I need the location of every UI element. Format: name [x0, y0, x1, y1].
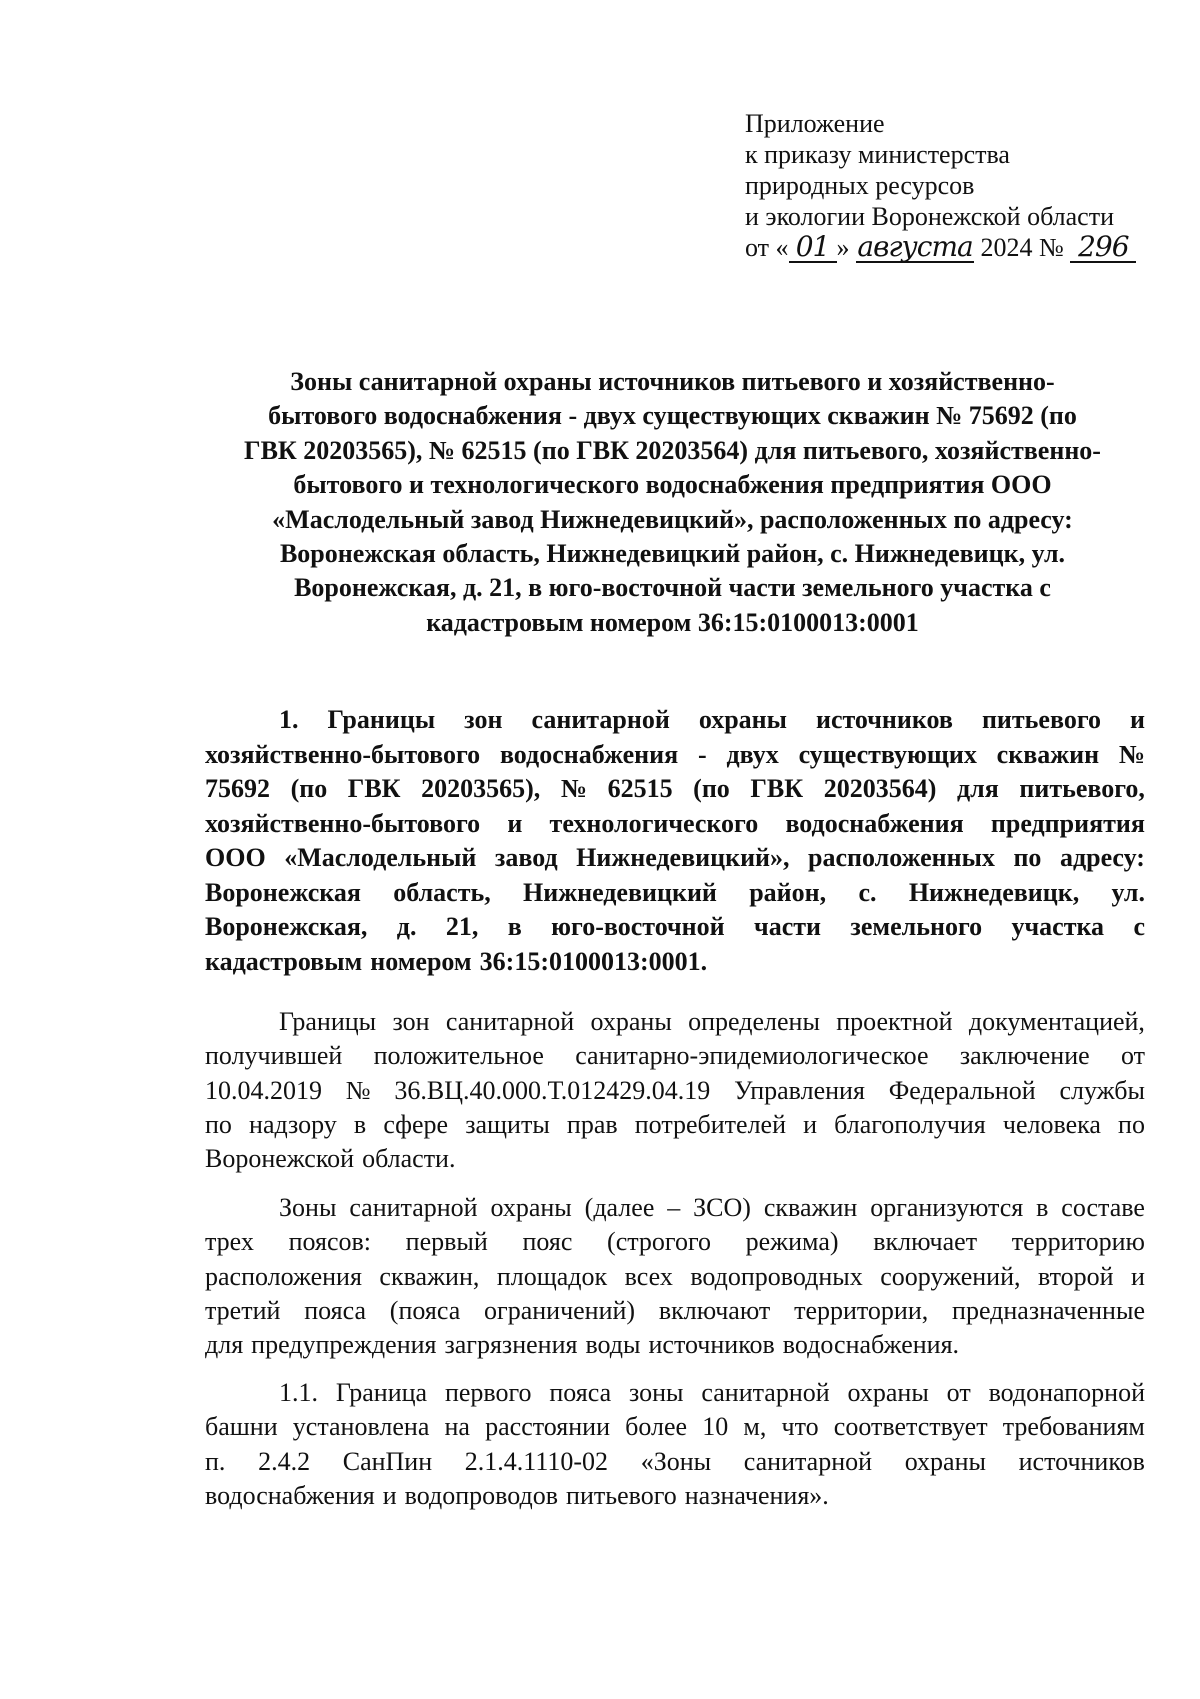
word: на: [444, 1412, 470, 1442]
word: и: [803, 1109, 818, 1139]
word: источников: [648, 1330, 775, 1360]
paragraph-line: [205, 1479, 1145, 1513]
word: м,: [743, 1412, 767, 1442]
word: и: [1130, 705, 1145, 734]
word: получившей: [205, 1041, 343, 1071]
word: пояса: [549, 1378, 612, 1407]
word: прав: [566, 1109, 618, 1139]
word: адресу:: [1059, 843, 1145, 872]
word: расположения: [205, 1261, 362, 1291]
word: территорию: [1011, 1227, 1145, 1257]
handwritten-day: 01: [789, 233, 837, 263]
word: источников: [1018, 1446, 1145, 1476]
appendix-line: Приложение: [745, 109, 885, 138]
word: Нижнедевицк,: [908, 877, 1080, 907]
word: проектной: [836, 1007, 953, 1036]
word: предназначенные: [952, 1295, 1145, 1325]
paragraph-line: [205, 1191, 1145, 1225]
title-line: кадастровым номером 36:15:0100013:0001: [426, 607, 919, 637]
word: -: [697, 739, 707, 769]
title-line: «Маслодельный завод Нижнедевицкий», расположенных по адресу:: [272, 504, 1073, 534]
word: охраны: [847, 1378, 929, 1407]
word: 20203564): [823, 774, 937, 803]
word: площадок: [496, 1261, 608, 1291]
word: скважин,: [379, 1261, 480, 1291]
word: зон: [392, 1007, 430, 1036]
word: надзору: [249, 1109, 337, 1139]
word: «Маслодельный: [284, 843, 477, 872]
word: хозяйственно-бытового: [205, 808, 481, 838]
word: Управления: [734, 1075, 865, 1105]
word: и: [1131, 1261, 1145, 1291]
word: ООО: [205, 843, 266, 872]
word: включают: [658, 1295, 771, 1325]
word: сфере: [383, 1109, 449, 1139]
word: Воронежская,: [205, 912, 368, 941]
title-line: бытового водоснабжения - двух существующих скважин № 75692 (по: [268, 401, 1077, 431]
word: ГВК: [750, 774, 804, 803]
word: 20203565),: [421, 774, 541, 803]
paragraph-line: [205, 1260, 1145, 1294]
paragraph-line: [205, 1108, 1145, 1142]
word: в: [353, 1109, 367, 1139]
word: существующих: [798, 739, 977, 769]
appendix-line: и экологии Воронежской области: [745, 202, 1114, 231]
word: ЗСО): [693, 1193, 751, 1222]
word: 36.ВЦ.40.000.Т.012429.04.19: [394, 1075, 711, 1105]
word: (далее: [584, 1193, 655, 1222]
word: водоснабжения: [205, 1480, 375, 1510]
word: 2.1.4.1110-02: [464, 1446, 609, 1476]
word: 2.4.2: [258, 1446, 311, 1476]
word: по: [1118, 1109, 1145, 1139]
word: предприятия: [990, 808, 1145, 838]
paragraph-line: [205, 1445, 1145, 1479]
word: 10.04.2019: [205, 1075, 322, 1105]
section-line: [205, 772, 1145, 807]
word: загрязнения: [444, 1330, 578, 1360]
paragraph-line: [205, 1039, 1145, 1073]
word: номером: [370, 946, 472, 976]
word: всех: [624, 1261, 673, 1291]
paragraph-line: [205, 1005, 1145, 1039]
word: пояс: [522, 1227, 573, 1257]
word: Границы: [327, 705, 436, 734]
word: СанПин: [342, 1446, 433, 1476]
appendix-line: к приказу министерства: [745, 140, 1010, 169]
section-line: [205, 910, 1145, 945]
word: Воронежская: [205, 877, 361, 907]
paragraph-line: [205, 1142, 1145, 1176]
word: более: [625, 1412, 688, 1442]
word: первого: [444, 1378, 532, 1407]
word: 62515: [607, 774, 673, 803]
word: что: [781, 1412, 819, 1442]
word: включает: [873, 1227, 978, 1257]
word: первый: [405, 1227, 488, 1257]
word: источников: [815, 705, 953, 734]
word: Граница: [335, 1378, 428, 1407]
word: по: [205, 1109, 232, 1139]
section-line: [205, 807, 1145, 842]
word: с: [1133, 912, 1145, 941]
document-title: [200, 365, 1145, 640]
paragraph-line: [205, 1410, 1145, 1444]
handwritten-order-number: 296: [1070, 233, 1136, 263]
date-prefix: от «: [745, 233, 789, 262]
word: санитарной: [349, 1193, 478, 1222]
word: Воронежской: [205, 1144, 355, 1174]
word: требованиям: [1002, 1412, 1145, 1442]
word: зоны: [629, 1378, 684, 1407]
word: №: [560, 774, 588, 803]
word: в: [1036, 1193, 1049, 1222]
word: п.: [205, 1446, 226, 1476]
word: двух: [726, 739, 779, 769]
date-mid: »: [836, 233, 850, 262]
word: воды: [585, 1330, 641, 1360]
word: для: [205, 1330, 244, 1360]
word: ограничений): [484, 1295, 636, 1325]
word: поясов:: [288, 1227, 371, 1257]
word: д.: [396, 912, 417, 941]
word: охраны: [590, 1007, 672, 1036]
word: заключение: [959, 1041, 1090, 1071]
word: положительное: [373, 1041, 544, 1071]
word: соответствует: [833, 1412, 988, 1442]
word: (пояса: [389, 1295, 461, 1325]
word: земельного: [850, 912, 983, 941]
word: области.: [362, 1144, 456, 1174]
word: документацией,: [968, 1007, 1145, 1036]
word: санитарно-эпидемиологическое: [575, 1041, 929, 1071]
section-line: [205, 738, 1145, 773]
word: питьевого: [566, 1480, 677, 1510]
word: определены: [688, 1007, 820, 1036]
word: охраны: [904, 1446, 986, 1476]
word: ГВК: [347, 774, 401, 803]
word: район,: [749, 877, 827, 907]
word: предупреждения: [251, 1330, 437, 1360]
word: составе: [1061, 1193, 1145, 1222]
word: охраны: [490, 1193, 572, 1222]
word: благополучия: [834, 1109, 986, 1139]
paragraph-line: [205, 1376, 1145, 1410]
word: №: [1118, 739, 1145, 769]
title-line: Воронежская, д. 21, в юго-восточной части земельного участка с: [294, 573, 1051, 603]
word: трех: [205, 1227, 254, 1257]
word: части: [754, 912, 821, 941]
date-year: 2024 №: [980, 233, 1064, 262]
word: область,: [393, 877, 491, 907]
paragraph-line: [205, 1225, 1145, 1259]
word: башни: [205, 1412, 278, 1442]
word: водонапорной: [988, 1378, 1145, 1407]
word: Зоны: [279, 1193, 337, 1222]
paragraph-zones: [205, 1191, 1145, 1362]
word: зон: [464, 705, 503, 734]
word: установлена: [292, 1412, 430, 1442]
title-line: Воронежская область, Нижнедевицкий район, с. Нижнедевицк, ул.: [279, 539, 1066, 569]
word: санитарной: [743, 1446, 873, 1476]
word: в: [507, 912, 522, 941]
word: 21,: [445, 912, 479, 941]
paragraph-first-belt: [205, 1376, 1145, 1513]
word: пояса: [304, 1295, 366, 1325]
word: расстоянии: [485, 1412, 610, 1442]
word: участка: [1011, 912, 1105, 941]
word: технологического: [549, 808, 759, 838]
paragraph-boundaries: [205, 1005, 1145, 1176]
word: (по: [693, 774, 730, 803]
word: 36:15:0100013:0001.: [479, 946, 708, 976]
word: человека: [1002, 1109, 1101, 1139]
word: хозяйственно-бытового: [205, 739, 481, 769]
word: водопроводных: [690, 1261, 863, 1291]
word: 75692: [205, 774, 270, 803]
word: №: [345, 1075, 371, 1105]
paragraph-line: [205, 1074, 1145, 1108]
word: ул.: [1111, 877, 1145, 907]
word: сооружений,: [880, 1261, 1021, 1291]
word: кадастровым: [205, 946, 363, 976]
word: расположенных: [808, 843, 995, 872]
word: скважин: [763, 1193, 858, 1222]
word: с.: [858, 877, 877, 907]
word: санитарной: [701, 1378, 830, 1407]
word: организуются: [870, 1193, 1024, 1222]
word: охраны: [698, 705, 787, 734]
word: второй: [1038, 1261, 1114, 1291]
paragraph-line: [205, 1294, 1145, 1328]
word: (строгого: [607, 1227, 711, 1257]
word: 1.1.: [279, 1378, 318, 1407]
word: от: [946, 1378, 971, 1407]
word: 1.: [279, 705, 299, 734]
word: и: [507, 808, 523, 838]
word: от: [1120, 1041, 1145, 1071]
title-line: Зоны санитарной охраны источников питьевого и хозяйственно-: [290, 367, 1055, 396]
title-line: бытового и технологического водоснабжения предприятия ООО: [293, 470, 1052, 500]
word: питьевого,: [1019, 774, 1145, 803]
word: питьевого: [981, 705, 1101, 734]
word: водоснабжения: [785, 808, 964, 838]
word: (по: [290, 774, 328, 803]
word: 10: [702, 1412, 729, 1442]
word: водоснабжения: [499, 739, 679, 769]
word: защиты: [465, 1109, 550, 1139]
paragraph-line: [205, 1328, 1145, 1362]
word: потребителей: [634, 1109, 787, 1139]
word: Границы: [279, 1007, 377, 1036]
word: третий: [205, 1295, 281, 1325]
word: юго-восточной: [551, 912, 725, 941]
word: –: [667, 1193, 681, 1222]
word: назначения».: [684, 1480, 829, 1510]
handwritten-month: августа: [857, 230, 973, 263]
word: Нижнедевицкий»,: [576, 843, 790, 872]
word: службы: [1059, 1075, 1145, 1105]
word: скважин: [996, 739, 1100, 769]
section-line: [205, 876, 1145, 911]
word: Нижнедевицкий: [523, 877, 717, 907]
word: по: [1013, 843, 1042, 872]
word: Федеральной: [888, 1075, 1036, 1105]
word: для: [956, 774, 999, 803]
word: и: [382, 1480, 397, 1510]
word: санитарной: [445, 1007, 575, 1036]
word: санитарной: [531, 705, 670, 734]
section-line: [205, 945, 1145, 980]
section-line: [205, 841, 1145, 876]
appendix-date-line: [745, 232, 1165, 263]
word: водоснабжения.: [782, 1330, 960, 1360]
appendix-line: природных ресурсов: [745, 171, 975, 200]
title-line: ГВК 20203565), № 62515 (по ГВК 20203564) для питьевого, хозяйственно-: [244, 435, 1101, 465]
word: территории,: [794, 1295, 929, 1325]
section-line: [205, 703, 1145, 738]
word: режима): [745, 1227, 839, 1257]
word: водопроводов: [404, 1480, 559, 1510]
word: завод: [494, 843, 558, 872]
word: «Зоны: [640, 1446, 712, 1476]
section-1-heading: [205, 703, 1145, 979]
appendix-header: [745, 108, 1165, 263]
